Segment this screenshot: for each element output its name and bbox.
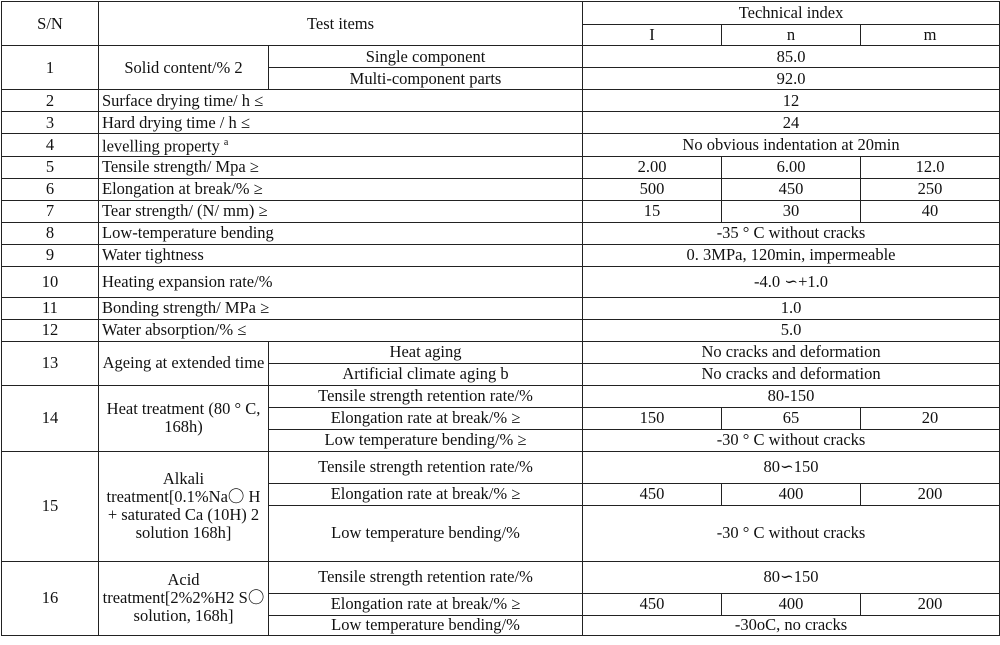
row-15-tensile: 80∽150	[583, 451, 1000, 483]
row-14-item: Heat treatment (80 ° C, 168h)	[99, 385, 269, 451]
row-8-item: Low-temperature bending	[99, 222, 583, 244]
row-13-sub-1: Heat aging	[269, 341, 583, 363]
row-2-sn: 2	[2, 90, 99, 112]
row-1-value-2: 92.0	[583, 68, 1000, 90]
row-16-elong-3: 200	[861, 593, 1000, 615]
header-technical-index: Technical index	[583, 2, 1000, 25]
row-6-value-2: 450	[722, 178, 861, 200]
row-16-sub-2: Elongation rate at break/% ≥	[269, 593, 583, 615]
row-7-sn: 7	[2, 200, 99, 222]
row-15-sub-1: Tensile strength retention rate/%	[269, 451, 583, 483]
row-5-item: Tensile strength/ Mpa ≥	[99, 156, 583, 178]
row-15-item: Alkali treatment[0.1%Na〇 H + saturated Ca (10H) 2 solution 168h]	[99, 451, 269, 561]
row-13-item: Ageing at extended time	[99, 341, 269, 385]
row-16-sn: 16	[2, 561, 99, 635]
row-2-item: Surface drying time/ h ≤	[99, 90, 583, 112]
row-14-sub-1: Tensile strength retention rate/%	[269, 385, 583, 407]
row-13-value-1: No cracks and deformation	[583, 341, 1000, 363]
row-13-sub-2: Artificial climate aging b	[269, 363, 583, 385]
row-15-sn: 15	[2, 451, 99, 561]
row-15-sub-3: Low temperature bending/%	[269, 505, 583, 561]
header-sn: S/N	[2, 2, 99, 46]
row-12-sn: 12	[2, 319, 99, 341]
row-16-bending: -30oC, no cracks	[583, 615, 1000, 635]
row-10-item: Heating expansion rate/%	[99, 266, 583, 297]
row-12-item: Water absorption/% ≤	[99, 319, 583, 341]
row-8-sn: 8	[2, 222, 99, 244]
row-7-item: Tear strength/ (N/ mm) ≥	[99, 200, 583, 222]
row-4-item-cell	[99, 134, 583, 157]
row-14-bending: -30 ° C without cracks	[583, 429, 1000, 451]
row-4-item-footnote: a	[223, 137, 229, 148]
row-9-item: Water tightness	[99, 244, 583, 266]
row-9-sn: 9	[2, 244, 99, 266]
row-1-sn: 1	[2, 46, 99, 90]
row-1-sub-2: Multi-component parts	[269, 68, 583, 90]
row-4-item: levelling property	[102, 136, 220, 156]
row-15-elong-1: 450	[583, 483, 722, 505]
header-type-1: I	[583, 25, 722, 46]
row-5-value-1: 2.00	[583, 156, 722, 178]
row-15-elong-2: 400	[722, 483, 861, 505]
row-13-value-2: No cracks and deformation	[583, 363, 1000, 385]
row-11-sn: 11	[2, 297, 99, 319]
row-16-elong-1: 450	[583, 593, 722, 615]
header-type-3: m	[861, 25, 1000, 46]
row-8-value: -35 ° C without cracks	[583, 222, 1000, 244]
row-5-sn: 5	[2, 156, 99, 178]
row-4-sn: 4	[2, 134, 99, 157]
row-6-sn: 6	[2, 178, 99, 200]
row-7-value-1: 15	[583, 200, 722, 222]
row-13-sn: 13	[2, 341, 99, 385]
row-14-sn: 14	[2, 385, 99, 451]
row-4-value: No obvious indentation at 20min	[583, 134, 1000, 157]
row-14-tensile: 80-150	[583, 385, 1000, 407]
row-10-sn: 10	[2, 266, 99, 297]
row-5-value-2: 6.00	[722, 156, 861, 178]
row-10-value: -4.0 ∽+1.0	[583, 266, 1000, 297]
row-14-sub-3: Low temperature bending/% ≥	[269, 429, 583, 451]
row-16-elong-2: 400	[722, 593, 861, 615]
row-15-sub-2: Elongation rate at break/% ≥	[269, 483, 583, 505]
row-6-value-1: 500	[583, 178, 722, 200]
row-11-item: Bonding strength/ MPa ≥	[99, 297, 583, 319]
row-16-sub-1: Tensile strength retention rate/%	[269, 561, 583, 593]
row-12-value: 5.0	[583, 319, 1000, 341]
row-14-elong-3: 20	[861, 407, 1000, 429]
row-7-value-3: 40	[861, 200, 1000, 222]
row-3-item: Hard drying time / h ≤	[99, 112, 583, 134]
row-1-sub-1: Single component	[269, 46, 583, 68]
row-9-value: 0. 3MPa, 120min, impermeable	[583, 244, 1000, 266]
row-14-elong-1: 150	[583, 407, 722, 429]
row-14-elong-2: 65	[722, 407, 861, 429]
row-6-item: Elongation at break/% ≥	[99, 178, 583, 200]
row-14-sub-2: Elongation rate at break/% ≥	[269, 407, 583, 429]
row-7-value-2: 30	[722, 200, 861, 222]
row-3-sn: 3	[2, 112, 99, 134]
row-6-value-3: 250	[861, 178, 1000, 200]
row-5-value-3: 12.0	[861, 156, 1000, 178]
row-16-item: Acid treatment[2%2%H2 S〇 solution, 168h]	[99, 561, 269, 635]
header-test-items: Test items	[99, 2, 583, 46]
row-2-value: 12	[583, 90, 1000, 112]
row-1-value-1: 85.0	[583, 46, 1000, 68]
row-15-elong-3: 200	[861, 483, 1000, 505]
technical-index-table	[1, 1, 1000, 636]
row-16-tensile: 80∽150	[583, 561, 1000, 593]
row-1-item: Solid content/% 2	[99, 46, 269, 90]
header-type-2: n	[722, 25, 861, 46]
row-11-value: 1.0	[583, 297, 1000, 319]
row-15-bending: -30 ° C without cracks	[583, 505, 1000, 561]
row-3-value: 24	[583, 112, 1000, 134]
row-16-sub-3: Low temperature bending/%	[269, 615, 583, 635]
